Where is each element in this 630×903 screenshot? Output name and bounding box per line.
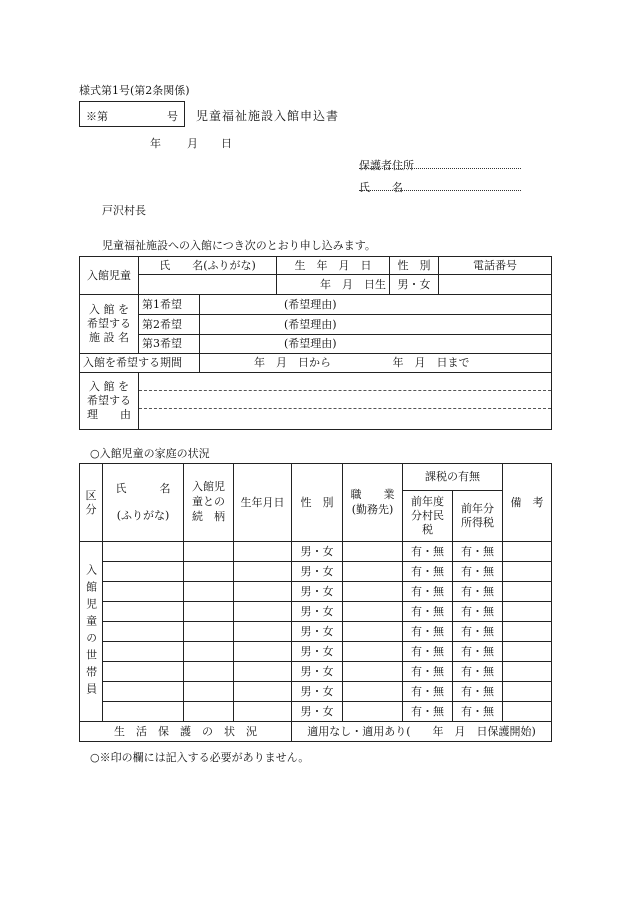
- member-tax-resident-cell[interactable]: 有・無: [403, 662, 453, 682]
- household-section-title: ○入館児童の家庭の状況: [90, 447, 210, 460]
- welfare-label: 生 活 保 護 の 状 況: [80, 722, 292, 742]
- member-relation-cell[interactable]: [184, 622, 234, 642]
- reception-number-prefix: ※第: [86, 110, 108, 123]
- member-name-cell[interactable]: [103, 662, 184, 682]
- tax-group-header: 課税の有無: [403, 464, 503, 491]
- member-job-cell[interactable]: [343, 682, 403, 702]
- member-birth-cell[interactable]: [234, 602, 292, 622]
- member-relation-cell[interactable]: [184, 542, 234, 562]
- member-tax-resident-cell[interactable]: 有・無: [403, 582, 453, 602]
- household-table: [79, 463, 552, 742]
- period-field[interactable]: [200, 354, 552, 373]
- member-tax-income-cell[interactable]: 有・無: [453, 622, 503, 642]
- member-birth-cell[interactable]: [234, 682, 292, 702]
- member-relation-cell[interactable]: [184, 562, 234, 582]
- facility-choice-3: 第3希望: [139, 335, 200, 354]
- relation-header: 入館児 童との 続 柄: [184, 464, 234, 542]
- member-tax-resident-cell[interactable]: 有・無: [403, 702, 453, 722]
- application-table: [79, 256, 552, 430]
- period-label: 入館を希望する期間: [80, 354, 200, 373]
- name-header: 氏 名(ふりがな): [139, 257, 277, 275]
- member-sex-cell[interactable]: 男・女: [292, 682, 343, 702]
- household-side-label: 入館児童の世帯員: [80, 542, 103, 722]
- member-birth-cell[interactable]: [234, 582, 292, 602]
- member-birth-cell[interactable]: [234, 702, 292, 722]
- member-birth-cell[interactable]: [234, 622, 292, 642]
- member-remarks-cell[interactable]: [503, 622, 552, 642]
- member-relation-cell[interactable]: [184, 682, 234, 702]
- form-title: 児童福祉施設入館申込書: [196, 109, 340, 123]
- member-tax-resident-cell[interactable]: 有・無: [403, 542, 453, 562]
- guardian-address-line[interactable]: [359, 168, 521, 169]
- reception-number-suffix: 号: [167, 110, 178, 123]
- member-relation-cell[interactable]: [184, 702, 234, 722]
- phone-header: 電話番号: [439, 257, 552, 275]
- intro-text: 児童福祉施設への入館につき次のとおり申し込みます。: [102, 239, 376, 252]
- applicant-name-field[interactable]: [139, 275, 277, 295]
- member-name-cell[interactable]: [103, 622, 184, 642]
- member-name-cell[interactable]: [103, 642, 184, 662]
- member-name-cell[interactable]: [103, 702, 184, 722]
- member-birth-cell[interactable]: [234, 562, 292, 582]
- remarks-header: 備 考: [503, 464, 552, 542]
- member-tax-income-cell[interactable]: 有・無: [453, 662, 503, 682]
- member-relation-cell[interactable]: [184, 582, 234, 602]
- member-tax-resident-cell[interactable]: 有・無: [403, 602, 453, 622]
- reason-label: 入 館 を 希望する 理 由: [80, 373, 139, 430]
- date-year[interactable]: 年: [150, 137, 161, 150]
- member-remarks-cell[interactable]: [503, 562, 552, 582]
- period-to: 年 月 日まで: [392, 356, 470, 370]
- member-remarks-cell[interactable]: [503, 542, 552, 562]
- job-header: 職 業 (勤務先): [343, 464, 403, 542]
- member-sex-cell[interactable]: 男・女: [292, 582, 343, 602]
- form-number-label: 様式第1号(第2条関係): [79, 84, 190, 97]
- category-header: 区分: [80, 464, 103, 542]
- guardian-address-label: 保護者住所: [359, 159, 414, 172]
- welfare-field[interactable]: 適用なし・適用あり( 年 月 日保護開始): [292, 722, 552, 742]
- member-birth-cell[interactable]: [234, 662, 292, 682]
- member-birth-header: 生年月日: [234, 464, 292, 542]
- member-tax-income-cell[interactable]: 有・無: [453, 702, 503, 722]
- applicant-row-label: 入館児童: [80, 257, 139, 295]
- member-sex-cell[interactable]: 男・女: [292, 542, 343, 562]
- date-month[interactable]: 月: [187, 137, 198, 150]
- guardian-name-label: 氏 名: [359, 181, 403, 194]
- member-name-cell[interactable]: [103, 562, 184, 582]
- member-tax-income-cell[interactable]: 有・無: [453, 602, 503, 622]
- date-day[interactable]: 日: [221, 137, 232, 150]
- member-name-cell[interactable]: [103, 582, 184, 602]
- member-job-cell[interactable]: [343, 602, 403, 622]
- member-tax-income-cell[interactable]: 有・無: [453, 582, 503, 602]
- member-tax-income-cell[interactable]: 有・無: [453, 642, 503, 662]
- member-tax-income-cell[interactable]: 有・無: [453, 542, 503, 562]
- facility-reason-1[interactable]: (希望理由): [200, 295, 552, 315]
- member-job-cell[interactable]: [343, 622, 403, 642]
- member-sex-cell[interactable]: 男・女: [292, 602, 343, 622]
- tax-income-header: 前年分 所得税: [453, 491, 503, 542]
- tax-resident-header: 前年度 分村民 税: [403, 491, 453, 542]
- guardian-name-line[interactable]: [359, 190, 521, 191]
- applicant-birth-field[interactable]: 年 月 日生: [277, 275, 390, 295]
- member-name-cell[interactable]: [103, 682, 184, 702]
- reason-field[interactable]: [139, 373, 552, 430]
- member-name-cell[interactable]: [103, 602, 184, 622]
- member-job-cell[interactable]: [343, 582, 403, 602]
- sex-header: 性 別: [390, 257, 439, 275]
- member-remarks-cell[interactable]: [503, 642, 552, 662]
- facility-choice-2: 第2希望: [139, 315, 200, 335]
- member-tax-resident-cell[interactable]: 有・無: [403, 622, 453, 642]
- member-tax-income-cell[interactable]: 有・無: [453, 562, 503, 582]
- member-sex-header: 性 別: [292, 464, 343, 542]
- member-sex-cell[interactable]: 男・女: [292, 642, 343, 662]
- facility-choice-1: 第1希望: [139, 295, 200, 315]
- member-job-cell[interactable]: [343, 542, 403, 562]
- member-job-cell[interactable]: [343, 702, 403, 722]
- member-sex-cell[interactable]: 男・女: [292, 702, 343, 722]
- member-tax-resident-cell[interactable]: 有・無: [403, 682, 453, 702]
- member-relation-cell[interactable]: [184, 662, 234, 682]
- member-relation-cell[interactable]: [184, 602, 234, 622]
- member-name-cell[interactable]: [103, 542, 184, 562]
- member-relation-cell[interactable]: [184, 642, 234, 662]
- member-sex-cell[interactable]: 男・女: [292, 622, 343, 642]
- member-job-cell[interactable]: [343, 662, 403, 682]
- member-tax-income-cell[interactable]: 有・無: [453, 682, 503, 702]
- birth-header: 生 年 月 日: [277, 257, 390, 275]
- addressee: 戸沢村長: [102, 204, 146, 217]
- member-name-header: 氏 名 (ふりがな): [103, 464, 184, 542]
- member-remarks-cell[interactable]: [503, 682, 552, 702]
- member-remarks-cell[interactable]: [503, 662, 552, 682]
- facility-label: 入 館 を 希望する 施 設 名: [80, 295, 139, 354]
- member-birth-cell[interactable]: [234, 642, 292, 662]
- applicant-phone-field[interactable]: [439, 275, 552, 295]
- member-tax-resident-cell[interactable]: 有・無: [403, 562, 453, 582]
- member-tax-resident-cell[interactable]: 有・無: [403, 642, 453, 662]
- facility-reason-3[interactable]: (希望理由): [200, 335, 552, 354]
- applicant-sex-field[interactable]: 男・女: [390, 275, 439, 295]
- member-remarks-cell[interactable]: [503, 582, 552, 602]
- member-job-cell[interactable]: [343, 642, 403, 662]
- reception-number-box: [79, 101, 185, 127]
- period-from: 年 月 日から: [254, 356, 331, 370]
- member-sex-cell[interactable]: 男・女: [292, 662, 343, 682]
- facility-reason-2[interactable]: (希望理由): [200, 315, 552, 335]
- member-job-cell[interactable]: [343, 562, 403, 582]
- member-remarks-cell[interactable]: [503, 702, 552, 722]
- member-sex-cell[interactable]: 男・女: [292, 562, 343, 582]
- footer-note: ○※印の欄には記入する必要がありません。: [90, 751, 310, 764]
- member-remarks-cell[interactable]: [503, 602, 552, 622]
- member-birth-cell[interactable]: [234, 542, 292, 562]
